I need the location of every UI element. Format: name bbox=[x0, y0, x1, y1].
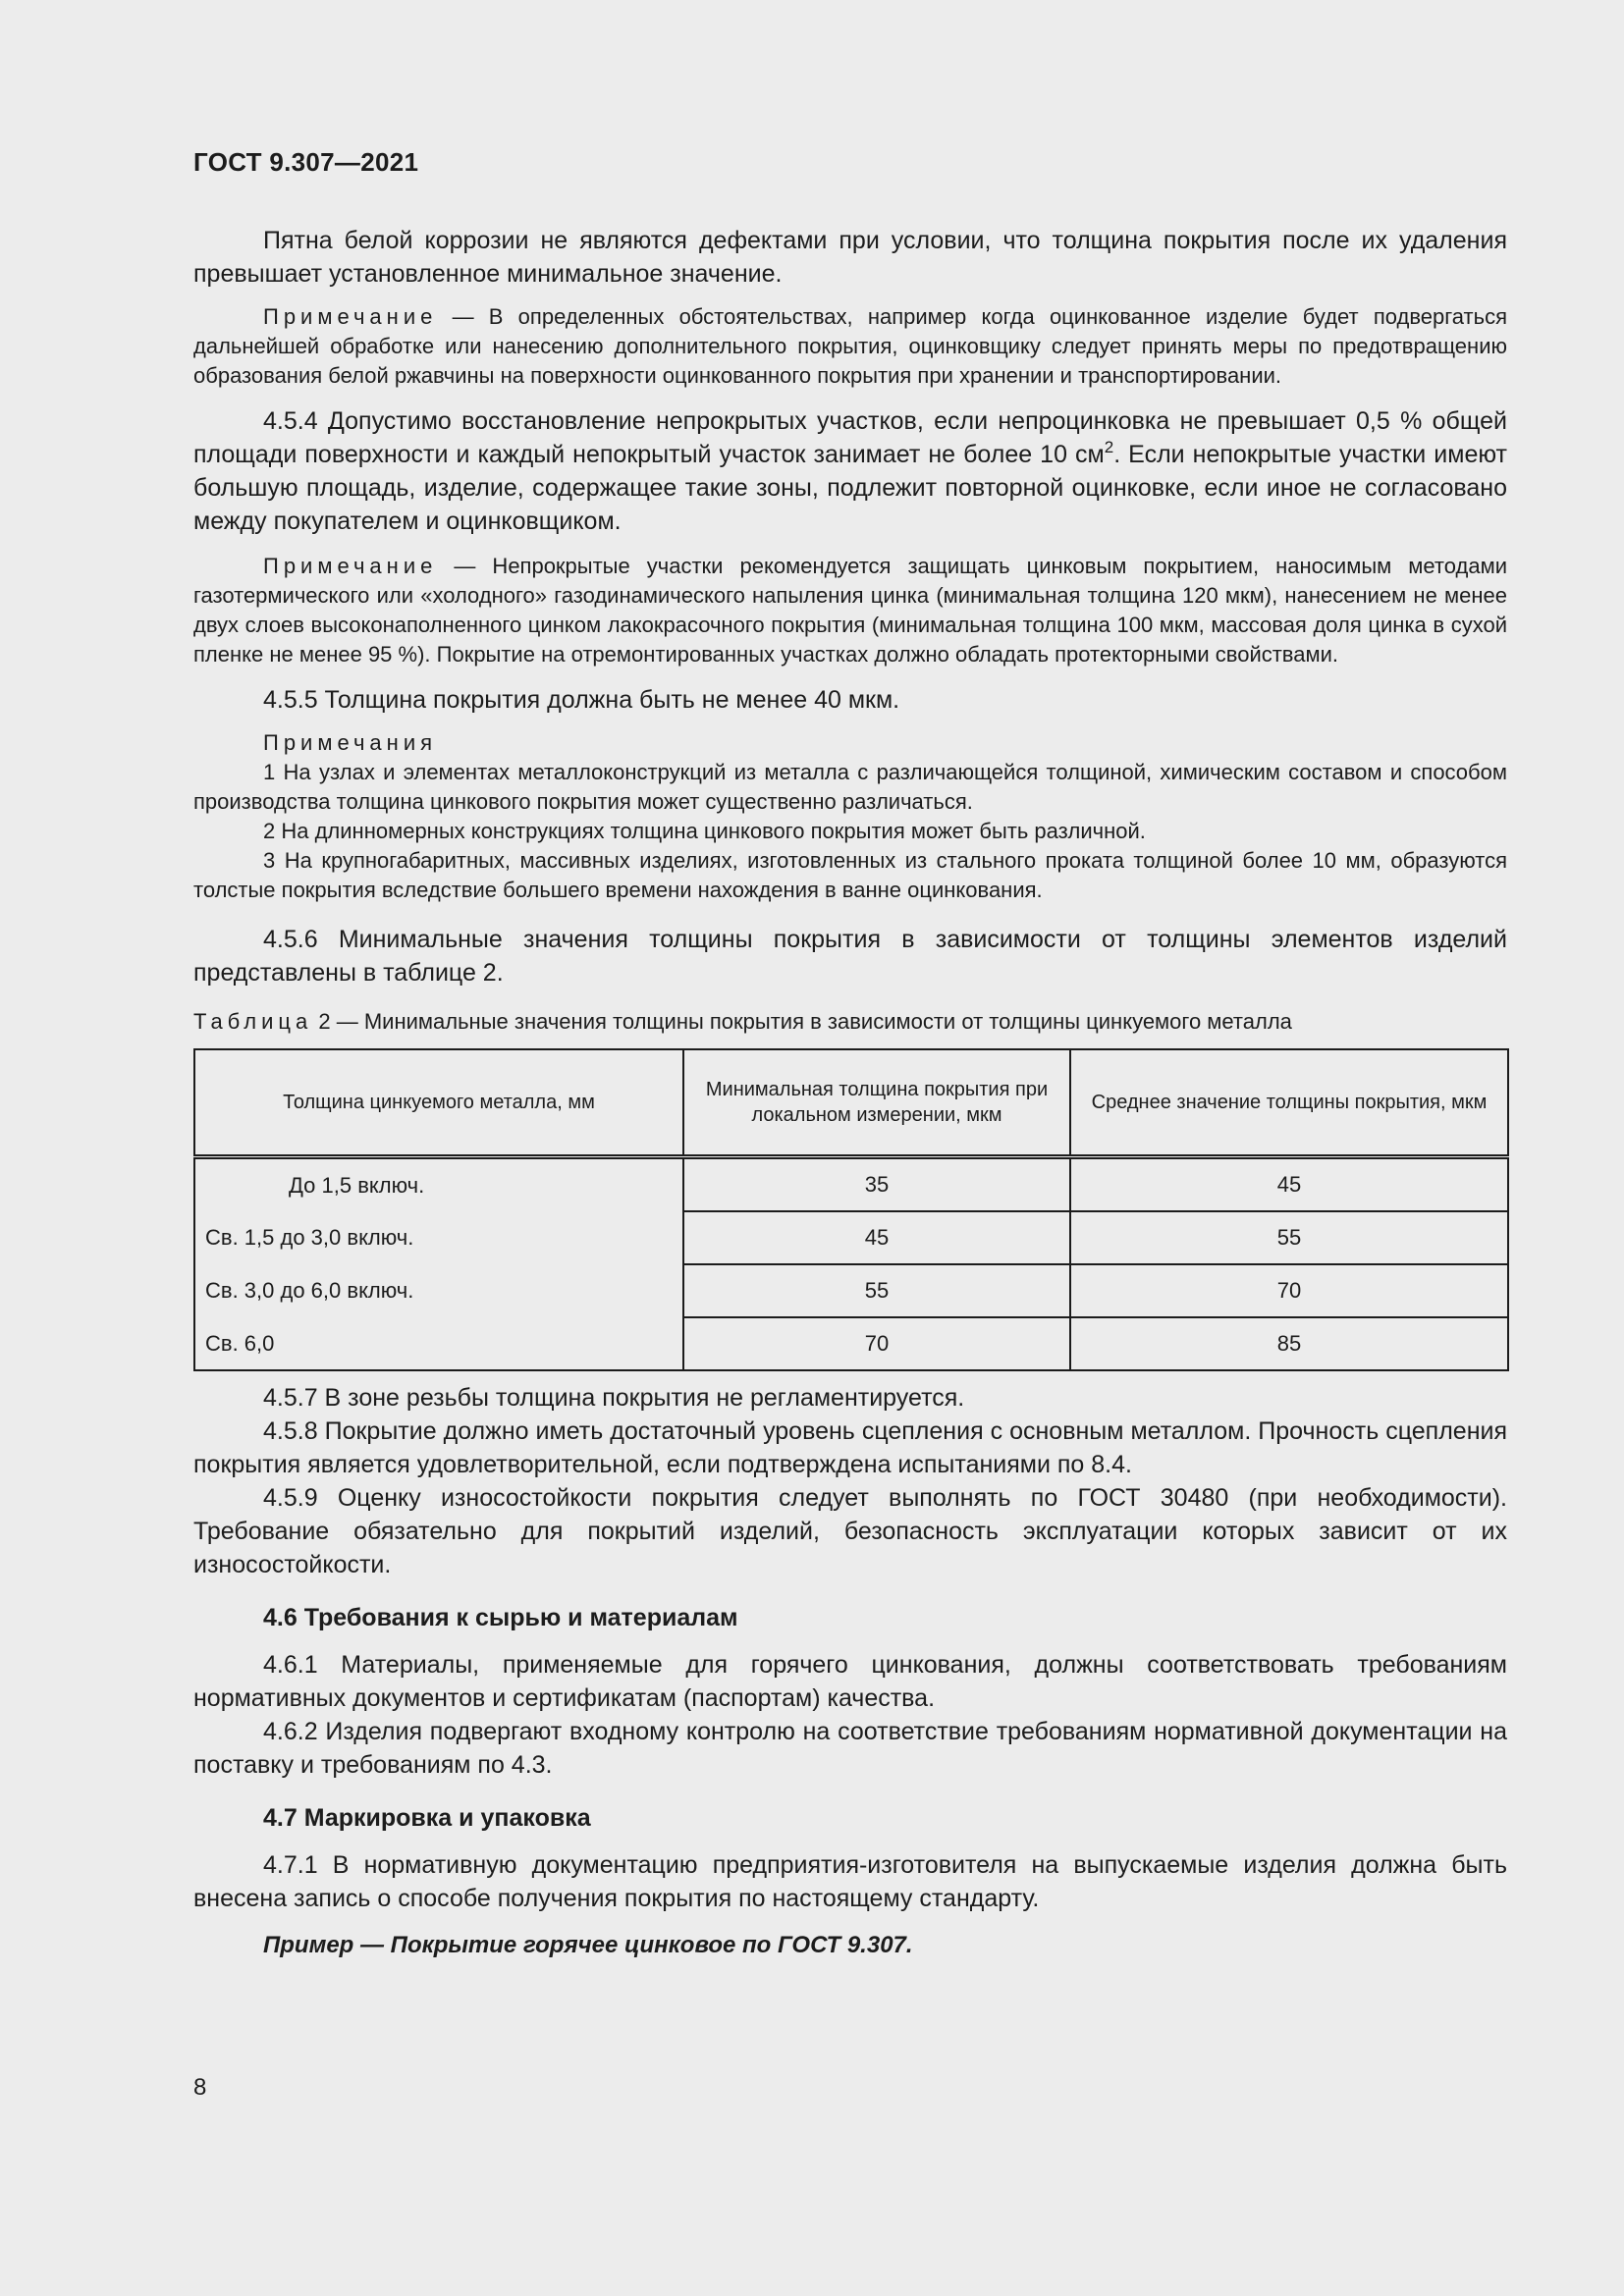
paragraph-4-5-9: 4.5.9 Оценку износостойкости покрытия следует выполнять по ГОСТ 30480 (при необходимости). Требование обязательно для покрытий изделий, безопасность эксплуатации которых зависит от их износостойкости. bbox=[193, 1484, 1507, 1578]
table-cell: 35 bbox=[683, 1157, 1070, 1212]
table-row bbox=[194, 1264, 1508, 1317]
table-header-cell: Минимальная толщина покрытия при локальном измерении, мкм bbox=[683, 1049, 1070, 1157]
table-row bbox=[194, 1317, 1508, 1370]
paragraph-4-5-4 bbox=[193, 404, 1507, 538]
notes-label bbox=[193, 728, 1507, 758]
table-cell: 85 bbox=[1070, 1317, 1508, 1370]
paragraph-4-7-1: 4.7.1 В нормативную документацию предприятия-изготовителя на выпускаемые изделия должна быть внесена запись о способе получения покрытия по настоящему стандарту. bbox=[193, 1851, 1507, 1912]
table-cell: 70 bbox=[683, 1317, 1070, 1370]
document-body bbox=[193, 224, 1507, 1962]
table-cell: 55 bbox=[1070, 1211, 1508, 1264]
table-header-row bbox=[194, 1049, 1508, 1157]
note-item-1: 1 На узлах и элементах металлоконструкций из металла с различающейся толщиной, химическим составом и способом производства толщина цинкового покрытия может существенно различаться. bbox=[193, 760, 1507, 814]
document-header: ГОСТ 9.307—2021 bbox=[193, 147, 419, 177]
note-text: — В определенных обстоятельствах, например когда оцинкованное изделие будет подвергаться дальнейшей обработке или нанесению дополнительного покрытия, оцинковщику следует принять меры по предотвращению образования белой ржавчины на поверхности оцинкованного покрытия при хранении и транспортировании. bbox=[193, 304, 1507, 388]
paragraph-4-5-5: 4.5.5 Толщина покрытия должна быть не менее 40 мкм. bbox=[263, 686, 900, 714]
notes-label-text: Примечания bbox=[263, 730, 438, 755]
table-header-cell: Толщина цинкуемого металла, мм bbox=[194, 1049, 683, 1157]
paragraph-4-5-8: 4.5.8 Покрытие должно иметь достаточный уровень сцепления с основным металлом. Прочность сцепления покрытия является удовлетворительной, если подтверждена испытаниями по 8.4. bbox=[193, 1417, 1507, 1478]
paragraph-4-5-4-part-b: . Если непокрытые участки имеют большую площадь, изделие, содержащее такие зоны, подлежит повторной оцинковке, если иное не согласовано между покупателем и оцинковщиком. bbox=[193, 441, 1508, 535]
table-cell: Св. 6,0 bbox=[194, 1317, 683, 1370]
paragraph-4-6-2: 4.6.2 Изделия подвергают входному контролю на соответствие требованиям нормативной документации на поставку и требованиям по 4.3. bbox=[193, 1718, 1507, 1779]
note-uncoated-areas bbox=[193, 552, 1507, 669]
note-item-2: 2 На длинномерных конструкциях толщина цинкового покрытия может быть различной. bbox=[263, 819, 1146, 843]
paragraph-white-corrosion: Пятна белой коррозии не являются дефектами при условии, что толщина покрытия после их удаления превышает установленное минимальное значение. bbox=[193, 227, 1507, 288]
table-row bbox=[194, 1211, 1508, 1264]
example-line: Пример — Покрытие горячее цинковое по ГОСТ 9.307. bbox=[263, 1932, 913, 1958]
section-heading-4-6: 4.6 Требования к сырью и материалам bbox=[263, 1604, 738, 1631]
table-cell: До 1,5 включ. bbox=[194, 1157, 683, 1212]
paragraph-4-5-4-part-a: 4.5.4 Допустимо восстановление непрокрытых участков, если непроцинковка не превышает 0,5 % общей площади поверхности и каждый непокрытый участок занимает не более 10 см bbox=[193, 407, 1507, 468]
table-cell: 45 bbox=[683, 1211, 1070, 1264]
table-caption-text: 2 — Минимальные значения толщины покрытия в зависимости от толщины цинкуемого металла bbox=[312, 1009, 1292, 1034]
note-white-rust bbox=[193, 302, 1507, 391]
page-number: 8 bbox=[193, 2074, 207, 2101]
table-row bbox=[194, 1157, 1508, 1212]
table-cell: 45 bbox=[1070, 1157, 1508, 1212]
note-label: Примечание bbox=[263, 304, 438, 329]
coating-thickness-table bbox=[193, 1048, 1509, 1371]
paragraph-4-5-6: 4.5.6 Минимальные значения толщины покрытия в зависимости от толщины элементов изделий представлены в таблице 2. bbox=[193, 926, 1507, 987]
paragraph-4-6-1: 4.6.1 Материалы, применяемые для горячего цинкования, должны соответствовать требованиям нормативных документов и сертификатам (паспортам) качества. bbox=[193, 1651, 1507, 1712]
superscript: 2 bbox=[1104, 438, 1114, 456]
paragraph-4-5-7: 4.5.7 В зоне резьбы толщина покрытия не регламентируется. bbox=[263, 1384, 965, 1412]
table-cell: Св. 3,0 до 6,0 включ. bbox=[194, 1264, 683, 1317]
table-cell: 55 bbox=[683, 1264, 1070, 1317]
note-label: Примечание bbox=[263, 554, 438, 578]
note-item-3: 3 На крупногабаритных, массивных изделиях, изготовленных из стального проката толщиной более 10 мм, образуются толстые покрытия вследствие большего времени нахождения в ванне оцинкования. bbox=[193, 848, 1507, 902]
table-cell: Св. 1,5 до 3,0 включ. bbox=[194, 1211, 683, 1264]
section-heading-4-7: 4.7 Маркировка и упаковка bbox=[263, 1804, 591, 1832]
table-caption bbox=[193, 1007, 1507, 1037]
table-caption-label: Таблица bbox=[193, 1009, 313, 1034]
note-text: — Непрокрытые участки рекомендуется защищать цинковым покрытием, наносимым методами газотермического или «холодного» газодинамического напыления цинка (минимальная толщина 120 мкм), нанесением не менее двух слоев высоконаполненного цинком лакокрасочного покрытия (минимальная толщина 100 мкм, массовая доля цинка в сухой пленке не менее 95 %). Покрытие на отремонтированных участках должно обладать протекторными свойствами. bbox=[193, 554, 1507, 667]
table-header-cell: Среднее значение толщины покрытия, мкм bbox=[1070, 1049, 1508, 1157]
table-cell: 70 bbox=[1070, 1264, 1508, 1317]
